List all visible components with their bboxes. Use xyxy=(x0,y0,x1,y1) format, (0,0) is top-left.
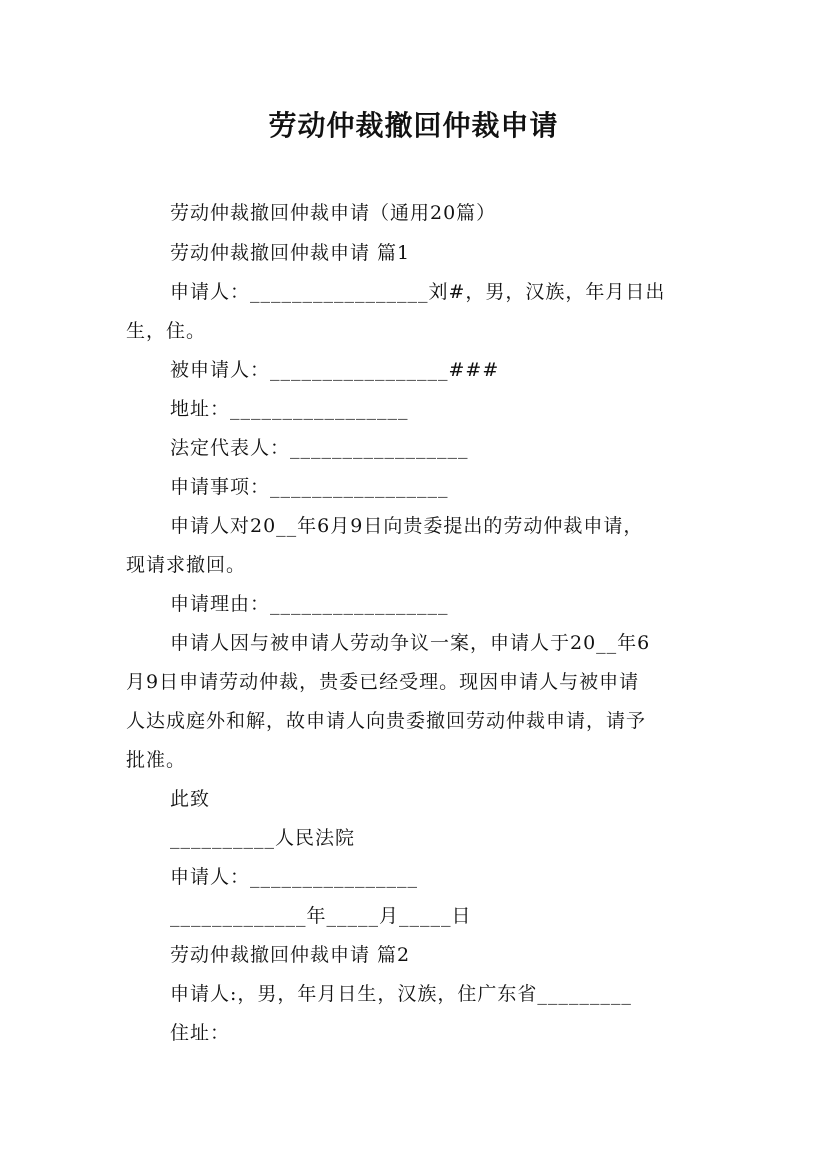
withdraw-statement: 申请人对20__年6月9日向贵委提出的劳动仲裁申请， xyxy=(170,515,644,537)
applicant-line-2: 申请人:，男，年月日生，汉族，住广东省_________ xyxy=(170,983,632,1005)
applicant-line: 申请人：_________________刘#，男，汉族，年月日出 xyxy=(170,281,666,303)
section-heading-2: 劳动仲裁撤回仲裁申请 篇2 xyxy=(170,944,411,966)
reason-paragraph-2: 月9日申请劳动仲裁，贵委已经受理。现因申请人与被申请 xyxy=(126,671,640,693)
withdraw-statement-cont: 现请求撤回。 xyxy=(126,554,247,576)
address-line: 地址：_________________ xyxy=(170,398,409,420)
salutation: 此致 xyxy=(170,788,211,810)
court-line: __________人民法院 xyxy=(170,827,356,849)
section-heading-1: 劳动仲裁撤回仲裁申请 篇1 xyxy=(170,242,411,264)
request-items-line: 申请事项：_________________ xyxy=(170,476,449,498)
signature-line: 申请人：________________ xyxy=(170,866,419,888)
document-title: 劳动仲裁撤回仲裁申请 xyxy=(268,109,559,142)
reason-paragraph-3: 人达成庭外和解，故申请人向贵委撤回劳动仲裁申请，请予 xyxy=(126,710,647,732)
reason-paragraph-4: 批准。 xyxy=(126,749,187,771)
legal-rep-line: 法定代表人：_________________ xyxy=(170,437,469,459)
respondent-line: 被申请人：_________________### xyxy=(170,359,500,381)
applicant-line-cont: 生，住。 xyxy=(126,320,207,342)
date-line: _____________年_____月_____日 xyxy=(170,905,472,927)
doc-subtitle: 劳动仲裁撤回仲裁申请（通用20篇） xyxy=(170,202,497,224)
reason-line: 申请理由：_________________ xyxy=(170,593,449,615)
reason-paragraph-1: 申请人因与被申请人劳动争议一案，申请人于20__年6 xyxy=(170,632,651,654)
residence-line: 住址： xyxy=(170,1022,231,1044)
